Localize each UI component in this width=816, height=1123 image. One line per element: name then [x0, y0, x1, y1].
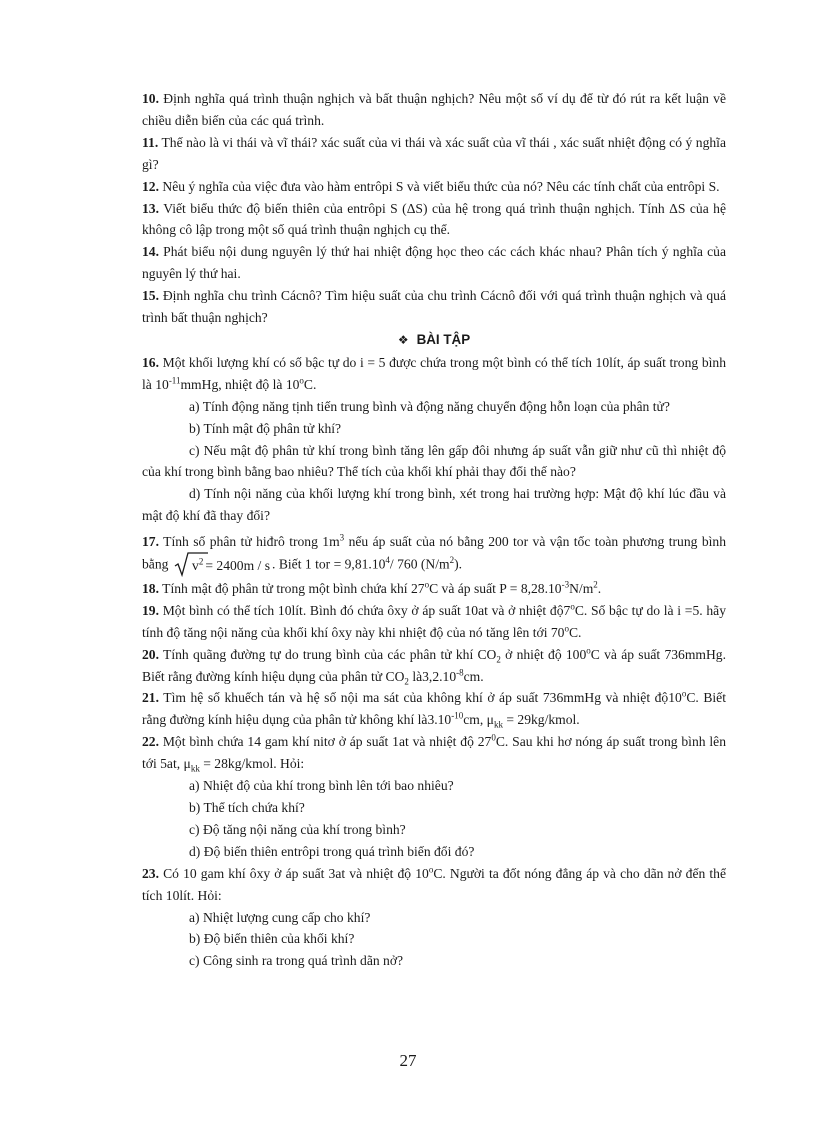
exercise-22-a: a) Nhiệt độ của khí trong bình lên tới bao nhiêu? [189, 778, 454, 794]
exercise-22-d: d) Độ biến thiên entrôpi trong quá trình biến đổi đó? [189, 843, 475, 859]
exercise-17: 17. Tính số phân tử hiđrô trong $1m^3$ nếu áp suất của nó bằng 200 tor và vận tốc toàn phương trung bình bằng $v^2$ = 2400m / s . Biết 1 tor = $9,81.10^4/$ 760 $(N/m^2)$. [142, 531, 726, 578]
exercise-22: 22. Một bình chứa 14 gam khí nitơ ở áp suất 1at và nhiệt độ $27^0C$. Sau khi hơ nóng áp suất trong bình lên tới 5at, $\mu_{kk}$ = 28kg/kmol. Hỏi: [142, 732, 727, 774]
exercise-16: 16. Một khối lượng khí có số bậc tự do i = 5 được chứa trong một bình có thể tích 10lít, áp suất trong bình là $10^{-11}mmHg$, nhiệt độ là 10$^o$C. [142, 354, 726, 392]
question-13: 13. Viết biểu thức độ biến thiên của entrôpi S (ΔS) của hệ trong quá trình thuận nghịch. Tính ΔS của hệ không cô lập trong một số quá trình thuận nghịch cụ thể. [142, 200, 726, 238]
section-title: ❖ BÀI TẬP [397, 331, 471, 347]
diamond-bullet-icon: ❖ [397, 332, 409, 347]
page-number: 27 [399, 1051, 417, 1070]
exercise-18: 18. Tính mật độ phân tử trong một bình chứa khí 27$^o$C và áp suất $P = 8,28.10^{-3}N/m^2$. [142, 579, 602, 596]
exercise-21: 21. Tìm hệ số khuếch tán và hệ số nội ma sát của không khí ở áp suất 736mmHg và nhiệt độ10$^o$C. Biết rằng đường kính hiệu dụng của phân tử không khí $là3.10^{-10}cm$, $\mu_{kk}$ = 29kg/kmol. [142, 688, 726, 731]
question-11: 11. Thế nào là vi thái và vĩ thái? xác suất của vi thái và xác suất của vĩ thái , xác suất nhiệt động có ý nghĩa gì? [142, 134, 726, 172]
exercise-16-b: b) Tính mật độ phân tử khí? [189, 420, 342, 436]
question-15: 15. Định nghĩa chu trình Cácnô? Tìm hiệu suất của chu trình Cácnô đối với quá trình thuận nghịch và quá trình bất thuận nghịch? [142, 288, 726, 326]
rms-velocity-formula: $v^2$ = 2400m / s [174, 553, 270, 578]
square-root-icon [174, 551, 208, 577]
exercise-23-b: b) Độ biến thiên của khối khí? [189, 931, 355, 947]
square-root: $v^2$ [174, 553, 206, 578]
exercise-23: 23. Có 10 gam khí ôxy ở áp suất 3at và nhiệt độ 10$^o$C. Người ta đốt nóng đẳng áp và cho dãn nở đến thể tích 10lít. Hỏi: [142, 864, 726, 903]
exercise-16-c: c) Nếu mật độ phân tử khí trong bình tăng lên gấp đôi nhưng áp suất vẫn giữ như cũ thì nhiệt độ của khí trong bình bằng bao nhiêu? Thể tích của khối khí phải thay đổi thế nào? [142, 442, 726, 480]
exercise-23-c: c) Công sinh ra trong quá trình dãn nở? [189, 953, 404, 969]
question-12: 12. Nêu ý nghĩa của việc đưa vào hàm entrôpi S và viết biểu thức của nó? Nêu các tính chất của entrôpi S. [142, 178, 720, 194]
page-content [142, 88, 726, 972]
exercise-20: 20. Tính quãng đường tự do trung bình của các phân tử khí $CO_2$ ở nhiệt độ 100$^o$C và áp suất 736mmHg. Biết rằng đường kính hiệu dụng của phân tử $CO_2$ $là3,2.10^{-8}cm$. [142, 645, 726, 687]
exercise-22-b: b) Thể tích chứa khí? [189, 800, 305, 815]
exercise-16-a: a) Tính động năng tịnh tiến trung bình và động năng chuyển động hỗn loạn của phân tử? [189, 398, 670, 414]
question-10: 10. Định nghĩa quá trình thuận nghịch và bất thuận nghịch? Nêu một số ví dụ để từ đó rút ra kết luận về chiều diễn biến của các quá trình. [142, 91, 726, 128]
exercise-16-d: d) Tính nội năng của khối lượng khí trong bình, xét trong hai trường hợp: Mật độ khí lúc đầu và mật độ khí đã thay đổi? [142, 486, 726, 524]
question-14: 14. Phát biểu nội dung nguyên lý thứ hai nhiệt động học theo các cách khác nhau? Phân tích ý nghĩa của nguyên lý thứ hai. [142, 244, 726, 282]
exercise-19: 19. Một bình có thể tích 10lít. Bình đó chứa ôxy ở áp suất 10at và ở nhiệt độ7$^o$C. Số bậc tự do là i =5. hãy tính độ tăng nội năng của khối khí ôxy này khi nhiệt độ của nó tăng lên tới 70$^o$C. [142, 601, 726, 640]
exercise-23-a: a) Nhiệt lượng cung cấp cho khí? [189, 909, 371, 925]
exercise-22-c: c) Độ tăng nội năng của khí trong bình? [189, 821, 406, 837]
